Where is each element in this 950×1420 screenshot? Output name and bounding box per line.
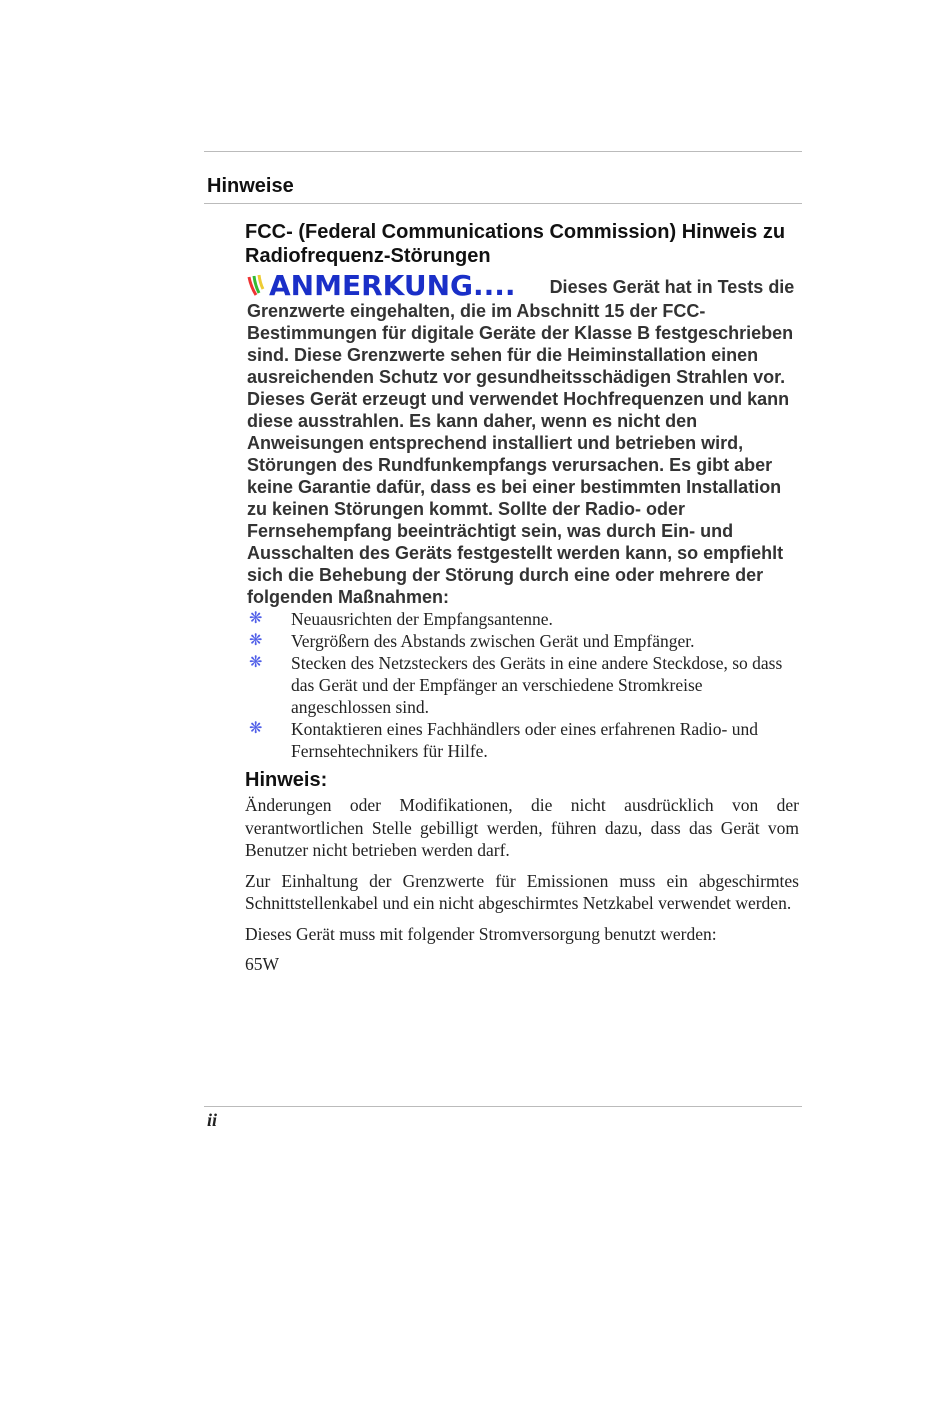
footer-rule: [204, 1106, 802, 1107]
measures-list: [245, 608, 799, 762]
notice-text: Dieses Gerät hat in Tests die Grenzwerte eingehalten, die im Abschnitt 15 der FCC-Bestimmungen für digitale Geräte der Klasse B festgeschrieben sind. Diese Grenzwerte sehen für die Heiminstallation einen ausreichenden Schutz vor gesundheitsschädigen Strahlen vor. Dieses Gerät erzeugt und verwendet Hochfrequenzen und kann diese ausstrahlen. Es kann daher, wenn es nicht den Anweisungen entsprechend installiert und betrieben wird, Störungen des Rundfunkempfangs verursachen. Es gibt aber keine Garantie dafür, dass es bei einer bestimmten Installation zu keinen Störungen kommt. Sollte der Radio- oder Fernsehempfang beeinträchtigt sein, was durch Ein- und Ausschalten des Geräts festgestellt werden kann, so empfiehlt sich die Behebung der Störung durch eine oder mehrere der folgenden Maßnahmen:: [247, 277, 795, 607]
list-item: ❋ Vergrößern des Abstands zwischen Gerät und Empfänger.: [249, 631, 695, 651]
list-item: ❋ Kontaktieren eines Fachhändlers oder eines erfahrenen Radio- und Fernsehtechnikers für Hilfe.: [249, 719, 758, 761]
bullet-icon: ❋: [249, 632, 263, 649]
section-rule: [204, 203, 802, 204]
content: [245, 220, 799, 984]
list-item: ❋ Stecken des Netzsteckers des Geräts in eine andere Steckdose, so dass das Gerät und der Empfänger an verschiedene Stromkreise angeschlossen sind.: [249, 653, 783, 717]
logo-swoosh-icon: [247, 273, 267, 297]
bullet-icon: ❋: [249, 610, 263, 627]
bullet-icon: ❋: [249, 720, 263, 737]
page-number: ii: [207, 1110, 218, 1130]
list-item: ❋ Neuausrichten der Empfangsantenne.: [249, 609, 553, 629]
anmerkung-logo: ANMERKUNG....: [247, 272, 516, 300]
fcc-heading: FCC- (Federal Communications Commission) Hinweis zu Radiofrequenz-Störungen: [245, 221, 786, 267]
notice-paragraph: [247, 269, 799, 608]
bullet-icon: ❋: [249, 654, 263, 671]
top-rule: [204, 151, 802, 152]
section-title: Hinweise: [207, 175, 294, 197]
paragraph: Änderungen oder Modifikationen, die nicht ausdrücklich von der verantwortlichen Stelle gebilligt werden, führen dazu, dass das Gerät vom Benutzer nicht betrieben werden darf.: [245, 795, 799, 860]
hinweis-subheading: Hinweis:: [245, 769, 328, 791]
paragraph: 65W: [245, 954, 280, 974]
paragraph: Zur Einhaltung der Grenzwerte für Emissionen muss ein abgeschirmtes Schnittstellenkabel und ein nicht abgeschirmtes Netzkabel verwendet werden.: [245, 870, 799, 913]
paragraph: Dieses Gerät muss mit folgender Stromversorgung benutzt werden:: [245, 923, 717, 944]
